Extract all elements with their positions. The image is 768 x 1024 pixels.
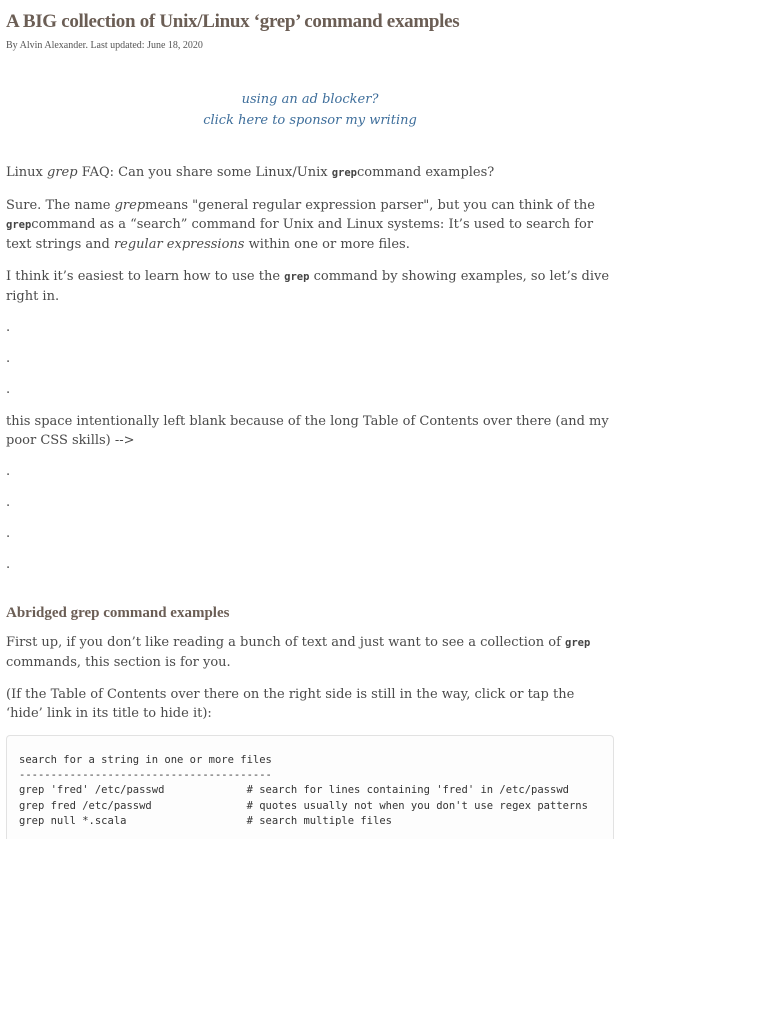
regex-emphasis: regular expressions bbox=[113, 237, 245, 252]
inline-code: grep bbox=[6, 219, 32, 231]
sponsor-box bbox=[6, 89, 614, 131]
section-heading: Abridged grep command examples bbox=[6, 605, 230, 621]
page-title: A BIG collection of Unix/Linux ‘grep’ command examples bbox=[6, 11, 460, 32]
spacer-dot: . bbox=[6, 495, 11, 510]
section-paragraph: First up, if you don’t like reading a bunch of text and just want to see a collection of grep commands, this section is for you. bbox=[6, 635, 591, 670]
inline-code: grep bbox=[565, 637, 591, 649]
code-block bbox=[6, 735, 614, 839]
sponsor-link[interactable]: click here to sponsor my writing bbox=[203, 113, 417, 128]
toc-hint-paragraph: (If the Table of Contents over there on the right side is still in the way, click or tap the ‘hide’ link in its title to hide it): bbox=[6, 687, 575, 721]
grep-emphasis: grep bbox=[47, 165, 78, 180]
spacer-dot: . bbox=[6, 526, 11, 541]
spacer-dot: . bbox=[6, 351, 11, 366]
code-line: grep null *.scala # search multiple files bbox=[19, 814, 392, 827]
inline-code: grep bbox=[284, 271, 310, 283]
code-line: search for a string in one or more files bbox=[19, 754, 272, 766]
code-line: grep 'fred' /etc/passwd # search for lines containing 'fred' in /etc/passwd bbox=[19, 784, 569, 797]
faq-paragraph: Linux grep FAQ: Can you share some Linux/Unix grepcommand examples? bbox=[6, 165, 495, 180]
intro-paragraph: Sure. The name grepmeans "general regular expression parser", but you can think of the grepcommand as a “search” command for Unix and Linux systems: It’s used to search for text strings and regular expressions within one or more files. bbox=[6, 198, 595, 252]
spacer-dot: . bbox=[6, 464, 11, 479]
code-line: ---------------------------------------- bbox=[19, 769, 272, 782]
spacer-dot: . bbox=[6, 382, 11, 397]
inline-code: grep bbox=[331, 167, 358, 179]
examples-intro-paragraph: I think it’s easiest to learn how to use the grep command by showing examples, so let’s dive right in. bbox=[6, 269, 610, 304]
article bbox=[6, 0, 614, 839]
spacer-dot: . bbox=[6, 557, 11, 572]
ad-blocker-link[interactable]: using an ad blocker? bbox=[241, 92, 379, 107]
code-line: grep fred /etc/passwd # quotes usually not when you don't use regex patterns bbox=[19, 799, 588, 812]
spacer-dot: . bbox=[6, 320, 11, 335]
byline: By Alvin Alexander. Last updated: June 18, 2020 bbox=[6, 40, 203, 51]
grep-emphasis: grep bbox=[114, 198, 146, 213]
spacer-note: this space intentionally left blank because of the long Table of Contents over there (and my poor CSS skills) --> bbox=[6, 414, 609, 448]
